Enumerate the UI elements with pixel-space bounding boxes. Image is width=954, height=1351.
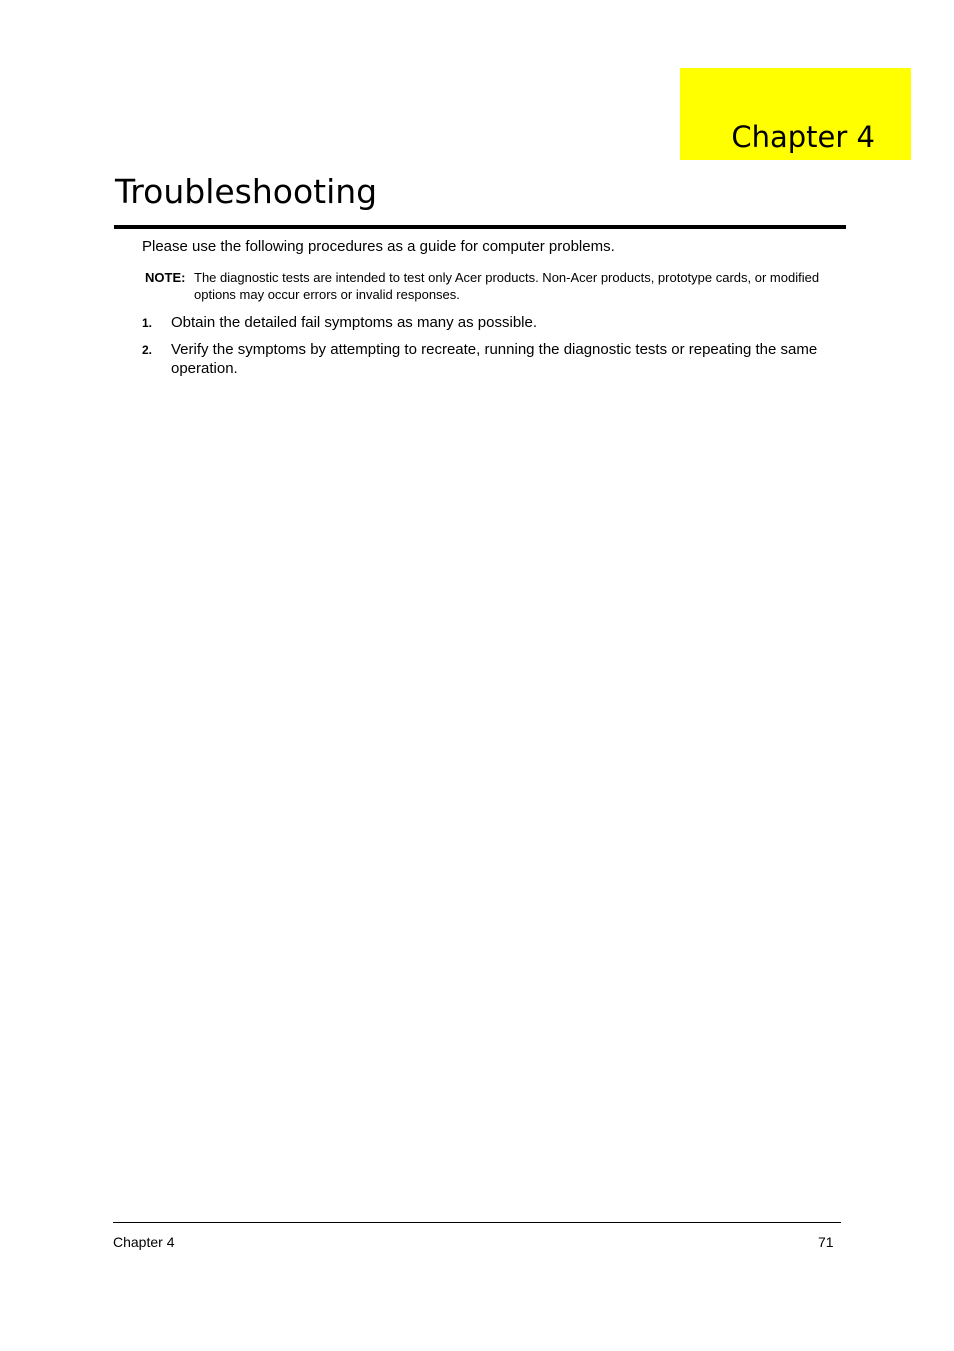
step-number: 1. [142,316,153,330]
list-item [142,340,831,378]
step-text: Verify the symptoms by attempting to recreate, running the diagnostic tests or repeating the same operation. [171,341,818,377]
chapter-tab-label: Chapter 4 [731,120,875,154]
footer-divider [113,1222,841,1223]
step-text: Obtain the detailed fail symptoms as many as possible. [171,314,538,331]
page-title: Troubleshooting [115,172,378,211]
footer-chapter-label: Chapter 4 [113,1234,175,1250]
list-item [142,313,831,332]
note-block [145,269,845,303]
intro-paragraph: Please use the following procedures as a guide for computer problems. [142,238,615,255]
title-divider [114,225,846,229]
note-label: NOTE: [145,270,186,285]
page-number: 71 [818,1234,834,1250]
note-text: The diagnostic tests are intended to test only Acer products. Non-Acer products, prototype cards, or modified options may occur errors or invalid responses. [194,270,820,302]
step-number: 2. [142,343,153,357]
chapter-tab [680,68,911,160]
